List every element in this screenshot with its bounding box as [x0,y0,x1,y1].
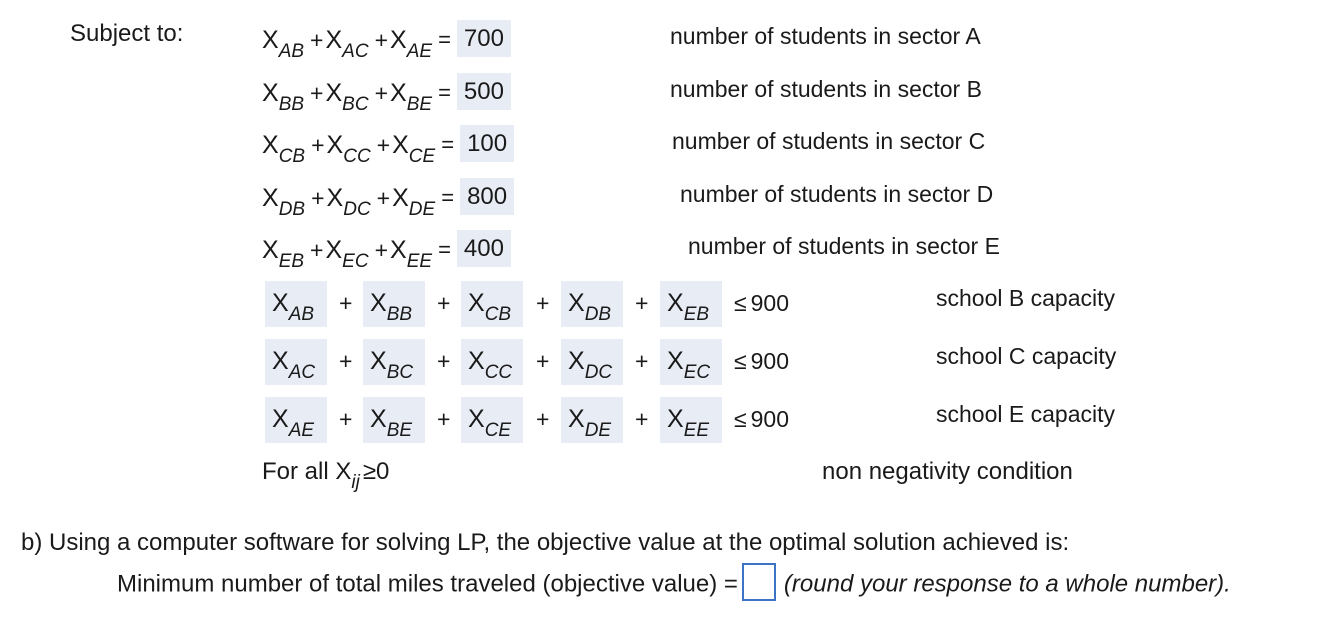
variable-subscript: EB [278,251,305,272]
answer-note: (round your response to a whole number). [783,570,1231,598]
capacity-inequality [734,348,789,375]
supply-value: 800 [460,178,514,215]
variable-symbol: X [262,26,279,54]
equals-sign: = [438,237,451,262]
variable-subscript: CB [278,146,306,167]
capacity-description: school E capacity [936,401,1115,427]
capacity-term [468,347,513,383]
objective-value-input[interactable] [742,563,776,601]
variable-symbol: X [468,405,485,433]
variable-subscript: AB [288,304,315,325]
equals-sign: = [438,27,451,52]
variable-subscript: BC [386,362,414,383]
variable-symbol: X [262,131,279,159]
leq-sign: ≤ [734,290,747,316]
nonneg-subscript: ij [351,472,360,493]
supply-description: number of students in sector E [688,233,1000,259]
leq-sign: ≤ [734,406,747,432]
nonneg-prefix: For all X [262,458,352,485]
variable-subscript: CE [408,146,436,167]
variable-subscript: DC [584,362,613,383]
capacity-term [667,289,710,325]
variable-symbol: X [667,289,684,317]
plus-sign: + [437,406,451,432]
variable-symbol: X [262,79,279,107]
variable-symbol: X [390,26,407,54]
plus-sign: + [310,27,324,53]
equals-sign: = [438,80,451,105]
nonneg-suffix: ≥0 [362,458,390,485]
capacity-term [370,405,413,441]
plus-sign: + [374,80,389,106]
plus-sign: + [376,185,391,211]
capacity-term [468,405,512,441]
supply-value: 400 [457,230,511,267]
variable-subscript: BE [406,94,433,115]
part-b-question: b) Using a computer software for solving LP, the objective value at the optimal solution achieved is: [21,529,1070,556]
plus-sign: + [339,290,353,316]
nonneg-condition [262,458,390,493]
variable-subscript: AC [342,41,369,62]
variable-subscript: CC [343,146,371,167]
capacity-term [272,289,315,325]
plus-sign: + [536,406,550,432]
variable-symbol: X [370,289,387,317]
plus-sign: + [311,132,325,158]
variable-symbol: X [325,236,343,264]
variable-symbol: X [325,79,343,107]
variable-subscript: AE [406,41,433,62]
variable-subscript: EE [683,420,710,441]
plus-sign: + [635,406,649,432]
variable-subscript: EC [342,251,369,272]
capacity-term [568,289,612,325]
capacity-value: 900 [750,290,789,316]
supply-constraint [262,232,511,271]
variable-symbol: X [326,131,344,159]
capacity-inequality [734,406,789,433]
variable-subscript: EC [683,362,711,383]
supply-description: number of students in sector D [680,181,994,207]
variable-symbol: X [272,405,289,433]
supply-constraint [262,75,511,114]
variable-symbol: X [392,131,409,159]
variable-symbol: X [272,289,289,317]
variable-subscript: AB [278,41,305,62]
capacity-value: 900 [750,406,789,432]
supply-constraint [262,127,514,166]
variable-subscript: DB [584,304,612,325]
variable-subscript: CE [484,420,512,441]
capacity-term [667,405,710,441]
variable-symbol: X [667,405,684,433]
variable-symbol: X [468,289,485,317]
variable-subscript: BB [386,304,413,325]
plus-sign: + [437,348,451,374]
supply-value: 500 [457,73,511,110]
variable-symbol: X [667,347,684,375]
variable-subscript: CC [484,362,513,383]
capacity-term [370,347,414,383]
plus-sign: + [374,27,389,53]
variable-symbol: X [262,236,279,264]
variable-subscript: BE [386,420,413,441]
variable-symbol: X [272,347,289,375]
plus-sign: + [536,290,550,316]
variable-symbol: X [392,184,409,212]
leq-sign: ≤ [734,348,747,374]
supply-description: number of students in sector A [670,23,981,49]
capacity-term [272,405,315,441]
plus-sign: + [310,237,324,263]
variable-subscript: DE [408,199,436,220]
variable-subscript: EE [406,251,433,272]
variable-symbol: X [390,79,407,107]
plus-sign: + [339,348,353,374]
variable-symbol: X [468,347,485,375]
variable-symbol: X [568,405,585,433]
plus-sign: + [635,290,649,316]
plus-sign: + [376,132,391,158]
variable-symbol: X [326,184,344,212]
variable-subscript: AE [288,420,315,441]
variable-symbol: X [370,405,387,433]
variable-subscript: AC [288,362,316,383]
variable-subscript: DB [278,199,306,220]
capacity-term [568,347,613,383]
variable-subscript: EB [683,304,710,325]
plus-sign: + [311,185,325,211]
variable-subscript: DC [343,199,371,220]
variable-symbol: X [325,26,343,54]
nonneg-description: non negativity condition [822,458,1073,485]
variable-subscript: BC [342,94,369,115]
variable-symbol: X [390,236,407,264]
subject-label: Subject to: [70,20,184,47]
capacity-description: school C capacity [936,343,1117,369]
capacity-term [568,405,612,441]
variable-subscript: BB [278,94,305,115]
variable-symbol: X [370,347,387,375]
variable-symbol: X [568,347,585,375]
plus-sign: + [374,237,389,263]
plus-sign: + [310,80,324,106]
variable-symbol: X [568,289,585,317]
supply-value: 100 [460,125,514,162]
answer-line [117,566,1231,604]
capacity-inequality [734,290,789,317]
capacity-term [468,289,512,325]
equals-sign: = [441,132,455,157]
plus-sign: + [437,290,451,316]
supply-value: 700 [457,20,511,57]
capacity-value: 900 [750,348,789,374]
variable-subscript: CB [484,304,512,325]
supply-description: number of students in sector C [672,128,986,154]
capacity-description: school B capacity [936,285,1115,311]
capacity-term [272,347,316,383]
variable-subscript: DE [584,420,612,441]
plus-sign: + [536,348,550,374]
supply-description: number of students in sector B [670,76,982,102]
equals-sign: = [441,185,455,210]
answer-label: Minimum number of total miles traveled (objective value) = [117,570,738,598]
capacity-term [667,347,711,383]
supply-constraint [262,180,514,219]
capacity-term [370,289,413,325]
plus-sign: + [339,406,353,432]
variable-symbol: X [262,184,279,212]
supply-constraint [262,22,511,61]
plus-sign: + [635,348,649,374]
